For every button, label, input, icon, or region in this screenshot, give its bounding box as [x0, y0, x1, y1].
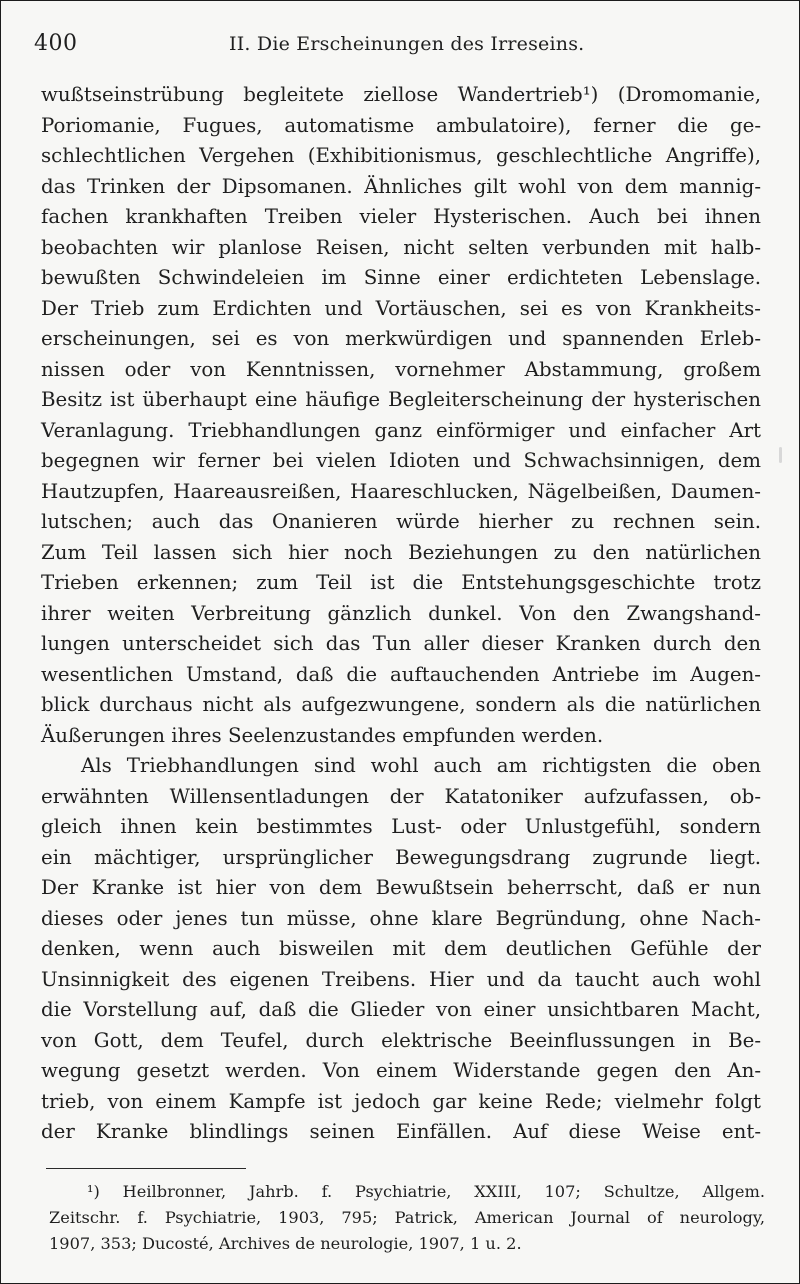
- page-header: [34, 31, 734, 65]
- text-line: trieb, von einem Kampfe ist jedoch gar keine Rede; vielmehr folgt: [41, 1089, 761, 1113]
- text-line: die Vorstellung auf, daß die Glieder von einer unsichtbaren Macht,: [41, 998, 761, 1021]
- text-line: bewußten Schwindeleien im Sinne einer erdichteten Lebenslage.: [41, 266, 761, 289]
- text-line: wesentlichen Umstand, daß die auftauchenden Antriebe im Augen-: [41, 662, 761, 686]
- body-text: [41, 80, 761, 1148]
- text-line: denken, wenn auch bisweilen mit dem deutlichen Gefühle der: [41, 937, 761, 960]
- footnote-divider: [46, 1168, 246, 1169]
- footnote-line: Zeitschr. f. Psychiatrie, 1903, 795; Patrick, American Journal of neurology,: [49, 1208, 765, 1227]
- scan-smudge: [779, 447, 782, 463]
- text-line: begegnen wir ferner bei vielen Idioten und Schwachsinnigen, dem: [41, 449, 761, 472]
- text-line: Zum Teil lassen sich hier noch Beziehungen zu den natürlichen: [41, 540, 761, 564]
- text-line: wegung gesetzt werden. Von einem Widerstande gegen den An-: [41, 1059, 761, 1082]
- text-line: Der Trieb zum Erdichten und Vortäuschen, sei es von Krankheits-: [41, 296, 761, 320]
- text-line: Besitz ist überhaupt eine häufige Begleiterscheinung der hysterischen: [41, 388, 761, 411]
- text-line: von Gott, dem Teufel, durch elektrische Beeinflussungen in Be-: [41, 1028, 761, 1052]
- text-line: blick durchaus nicht als aufgezwungene, sondern als die natürlichen: [41, 693, 761, 716]
- text-line: Der Kranke ist hier von dem Bewußtsein beherrscht, daß er nun: [41, 876, 761, 899]
- text-line: Trieben erkennen; zum Teil ist die Entstehungsgeschichte trotz: [41, 571, 761, 594]
- text-line: erscheinungen, sei es von merkwürdigen und spannenden Erleb-: [41, 327, 761, 350]
- text-line: nissen oder von Kenntnissen, vornehmer Abstammung, großem: [41, 357, 761, 381]
- footnote-line: 1907, 353; Ducosté, Archives de neurologie, 1907, 1 u. 2.: [49, 1234, 522, 1253]
- text-line: gleich ihnen kein bestimmtes Lust- oder Unlustgefühl, sondern: [41, 815, 761, 838]
- text-line: Veranlagung. Triebhandlungen ganz einförmiger und einfacher Art: [41, 418, 761, 442]
- text-line: Hautzupfen, Haareausreißen, Haareschlucken, Nägelbeißen, Daumen-: [41, 479, 761, 503]
- running-title: II. Die Erscheinungen des Irreseins.: [229, 33, 585, 55]
- text-line: ein mächtiger, ursprünglicher Bewegungsdrang zugrunde liegt.: [41, 845, 761, 869]
- text-line: der Kranke blindlings seinen Einfällen. Auf diese Weise ent-: [41, 1120, 761, 1143]
- paragraph-end-line: Äußerungen ihres Seelenzustandes empfunden werden.: [41, 723, 604, 747]
- page-number: 400: [34, 31, 78, 56]
- text-line: lutschen; auch das Onanieren würde hierher zu rechnen sein.: [41, 510, 761, 533]
- footnote-line: ¹) Heilbronner, Jahrb. f. Psychiatrie, XXIII, 107; Schultze, Allgem.: [87, 1182, 765, 1201]
- text-line: erwähnten Willensentladungen der Katatoniker aufzufassen, ob-: [41, 784, 761, 808]
- text-line: das Trinken der Dipsomanen. Ähnliches gilt wohl von dem mannig-: [41, 174, 761, 198]
- text-line: lungen unterscheidet sich das Tun aller dieser Kranken durch den: [41, 632, 761, 655]
- footnotes: [49, 1179, 765, 1257]
- text-line: Poriomanie, Fugues, automatisme ambulatoire), ferner die ge-: [41, 113, 761, 137]
- text-line: Unsinnigkeit des eigenen Treibens. Hier und da taucht auch wohl: [41, 967, 761, 991]
- text-line: schlechtlichen Vergehen (Exhibitionismus, geschlechtliche Angriffe),: [41, 144, 761, 167]
- paragraph-start-line: Als Triebhandlungen sind wohl auch am richtigsten die oben: [81, 754, 761, 777]
- text-line: dieses oder jenes tun müsse, ohne klare Begründung, ohne Nach-: [41, 906, 761, 930]
- text-line: ihrer weiten Verbreitung gänzlich dunkel. Von den Zwangshand-: [41, 601, 761, 625]
- text-line: fachen krankhaften Treiben vieler Hysterischen. Auch bei ihnen: [41, 205, 761, 228]
- text-line: wußtseinstrübung begleitete ziellose Wandertrieb¹) (Dromomanie,: [41, 83, 761, 106]
- text-line: beobachten wir planlose Reisen, nicht selten verbunden mit halb-: [41, 235, 761, 259]
